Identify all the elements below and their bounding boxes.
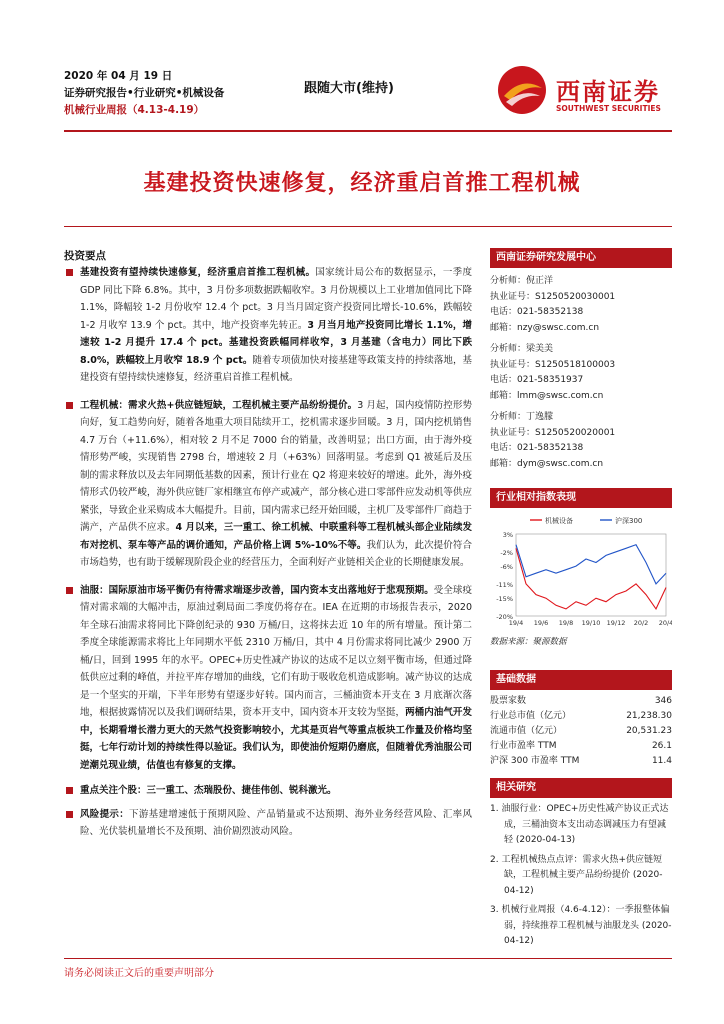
basic-data-title: 基础数据	[490, 670, 672, 690]
analyst-entry	[490, 342, 672, 404]
x-tick-label: 20/4	[658, 619, 672, 627]
report-category: 证券研究报告•行业研究•机械设备	[64, 87, 225, 99]
row-key: 股票家数	[490, 696, 527, 706]
row-key: 沪深 300 市盈率 TTM	[490, 756, 580, 766]
bullet-tail: 随着专项债加快对接基建等政策支持的持续落地，基建投资有望持续快速修复，经济重启首推工程机械。	[80, 354, 472, 383]
related-research-list	[490, 802, 672, 950]
bullet-body: 下游基建增速低于预期风险、产品销量或不达预期、海外业务经营风险、汇率风险、光伏装机量增长不及预期、油价剧烈波动风险。	[80, 808, 472, 837]
report-title: 基建投资快速修复，经济重启首推工程机械	[143, 170, 581, 196]
analyst-mail[interactable]: 邮箱：nzy@swsc.com.cn	[490, 322, 600, 333]
analyst-tel: 电话：021-58352138	[490, 307, 584, 317]
bullet-machinery	[64, 397, 472, 572]
bullet-infra	[64, 264, 472, 387]
table-row	[490, 739, 672, 754]
analyst-name: 分析师：丁逸朦	[490, 412, 554, 422]
related-research-title: 相关研究	[490, 778, 672, 798]
bullet-body: 受全球疫情对需求端的大幅冲击，原油过剩局面二季度仍将存在。IEA 在近期的市场报告表示，2020 年全球石油需求将同比下降创纪录的 930 万桶/日，这将抹去近 10 年的所有增量。预计第二季度全球能源需求将比上年同期水平低 2310 万桶/日，其中 4 月份需求将同比减少 2900 万桶/日，回到 1995 年的水平。OPEC+历史性减产协议的达成不足以立刻平衡市场，但通过降低供应过剩的峰值，并拉平库存增加的曲线，它们有助于吸收危机造成影响。减产协议的达成是一个坚实的开端，下半年形势有望逐步好转。国内而言，三桶油资本开支在 3 月底渐次落地，根据披露情况以及我们调研结果，资本开支中，国内资本开支较为坚挺，	[80, 584, 472, 718]
x-tick-label: 19/4	[508, 619, 524, 627]
table-row	[490, 724, 672, 739]
row-key: 行业市盈率 TTM	[490, 741, 557, 751]
chart-title: 行业相对指数表现	[490, 488, 672, 508]
bullet-body: 国家统计局公布的数据显示，一季度 GDP 同比下降 6.8%。其中，3 月份多项数据跌幅收窄。3 月份规模以上工业增加值同比下降 1.1%，降幅较 1-2 月份收窄 12.4 个 pct。3 月当月固定资产投资同比增长-10.6%，跌幅较 1-2 月收窄 13.9 个 pct。其中，地产投资率先转正。	[80, 267, 472, 331]
analyst-tel: 电话：021-58352138	[490, 443, 584, 453]
analyst-entry	[490, 274, 672, 336]
bullet-lead: 工程机械：需求火热+供应链短缺，工程机械主要产品纷纷提价。	[80, 399, 358, 411]
bullet-bold: 4 月以来，三一重工、徐工机械、中联重科等工程机械头部企业陆续发布对挖机、泵车等产品的调价通知，产品价格上调 5%-10%不等。	[80, 522, 472, 551]
bullet-lead: 重点关注个股：三一重工、杰瑞股份、捷佳伟创、锐科激光。	[80, 785, 337, 796]
bullet-risk	[64, 806, 472, 841]
analyst-mail[interactable]: 邮箱：lmm@swsc.com.cn	[490, 390, 604, 401]
row-value: 11.4	[651, 756, 672, 766]
series-line	[516, 545, 666, 584]
plot-frame	[516, 534, 666, 616]
research-center-title: 西南证券研究发展中心	[490, 248, 672, 268]
header-left	[64, 68, 224, 119]
analyst-list	[490, 274, 672, 472]
row-value: 20,531.23	[626, 726, 672, 736]
y-tick-label: -6%	[500, 563, 513, 572]
analyst-cert: 执业证号：S1250520020001	[490, 427, 616, 438]
bullet-bold: 3 月当月地产投资同比增长 1.1%，增速较 1-2 月提升 17.4 个 pct。基建投资跌幅同样收窄，3 月基建（含电力）同比下跌 8.0%，跌幅较上月收窄 18.9 个 pct。	[80, 319, 472, 366]
y-tick-label: -2%	[500, 548, 513, 557]
legend-label: 机械设备	[545, 517, 573, 525]
related-research-panel	[490, 778, 672, 950]
analyst-entry	[490, 410, 672, 472]
legend-label: 沪深300	[615, 517, 643, 525]
analyst-mail[interactable]: 邮箱：dym@swsc.com.cn	[490, 458, 604, 469]
x-tick-label: 19/10	[581, 619, 601, 627]
bullet-bold: 两桶内油气开发中，长期看增长潜力更大的天然气投资影响较小，尤其是页岩气等重点板块工作量及价格均坚挺，七年行动计划的持续性得以验证。我们认为，即使油价短期仍磨底，但随着优秀油服公司逆潮兑现业绩，估值也有修复的支撑。	[80, 707, 472, 771]
row-value: 346	[654, 696, 672, 706]
related-item[interactable]: 2. 工程机械热点点评：需求火热+供应链短缺，工程机械主要产品纷纷提价 (2020-04-12)	[490, 854, 663, 896]
report-weekly: 机械行业周报（4.13-4.19）	[64, 104, 205, 116]
bullet-oilservice	[64, 582, 472, 775]
y-tick-label: -11%	[496, 580, 513, 589]
analyst-name: 分析师：梁美美	[490, 344, 554, 354]
main-content	[64, 264, 472, 847]
bullet-lead: 油服：国际原油市场平衡仍有待需求端逐步改善，国内资本支出落地好于悲观预期。	[80, 584, 434, 596]
bullet-body: 3 月起，国内疫情防控形势向好，复工趋势向好，随着各地重大项目陆续开工，挖机需求逐步回暖。3 月，国内挖机销售 4.7 万台（+11.6%），相对较 2 月不足 7000 台的销量，改善明显；出口方面，由于海外疫情形势严峻，实现销售 2798 台，增速较 2 月（+63%）回落明显。考虑到 Q1 被延后及压制的需求释放以及去年同期低基数的因素，预计行业在 Q2 将迎来较好的增速。此外，海外疫情形式仍较严峻，海外供应链厂家相继宣布停产或减产，部分核心进口零部件应发动机等供应紧张，导致企业采购成本大幅提升。目前，国内需求已经开始回暖，主机厂及零部件厂商趋于满产，产品供不应求。	[80, 399, 472, 533]
analyst-cert: 执业证号：S1250520030001	[490, 291, 616, 302]
row-key: 行业总市值（亿元）	[490, 711, 572, 721]
section-title: 投资要点	[64, 250, 106, 262]
y-tick-label: -15%	[496, 595, 513, 604]
chart-source: 数据来源：聚源数据	[490, 637, 567, 647]
basic-data-table	[490, 694, 672, 769]
related-item[interactable]: 1. 油服行业：OPEC+历史性减产协议正式达成，三桶油资本支出动态调减压力有望减轻 (2020-04-13)	[490, 804, 669, 845]
bullet-tail: 我们认为，此次提价符合市场趋势，也有助于缓解现阶段企业的经营压力，全面利好产业链相关企业的长期健康发展。	[80, 539, 472, 568]
index-chart	[490, 508, 672, 628]
bullet-lead: 风险提示：	[80, 808, 130, 820]
row-key: 流通市值（亿元）	[490, 726, 563, 736]
rating: 跟随大市(维持)	[304, 81, 394, 96]
y-tick-label: 3%	[502, 531, 513, 539]
analyst-cert: 执业证号：S1250518100003	[490, 359, 616, 370]
basic-data-panel	[490, 670, 672, 769]
analyst-tel: 电话：021-58351937	[490, 375, 584, 385]
chart-panel	[490, 488, 672, 647]
table-row	[490, 709, 672, 724]
analyst-name: 分析师：倪正洋	[490, 276, 554, 286]
brand-name-cn: 西南证券	[556, 77, 660, 106]
header-divider	[64, 130, 672, 132]
row-value: 26.1	[651, 741, 672, 751]
bullet-lead: 基建投资有望持续快速修复，经济重启首推工程机械。	[80, 267, 316, 278]
y-tick-label: -20%	[496, 613, 513, 621]
report-date: 2020 年 04 月 19 日	[64, 70, 173, 82]
footer-divider	[64, 958, 672, 959]
table-row	[490, 694, 672, 709]
title-divider	[64, 226, 672, 227]
x-tick-label: 19/6	[533, 619, 549, 627]
disclaimer-note: 请务必阅读正文后的重要声明部分	[64, 968, 214, 979]
bullet-stocks	[64, 782, 472, 800]
row-value: 21,238.30	[626, 711, 672, 721]
table-row	[490, 754, 672, 769]
brand-name-en: SOUTHWEST SECURITIES	[556, 104, 661, 113]
analyst-panel	[490, 248, 672, 472]
x-tick-label: 19/8	[558, 619, 574, 627]
x-tick-label: 19/12	[606, 619, 626, 627]
x-tick-label: 20/2	[633, 619, 649, 627]
related-item[interactable]: 3. 机械行业周报（4.6-4.12）：一季报整体偏弱，持续推荐工程机械与油服龙头 (2020-04-12)	[490, 905, 672, 946]
